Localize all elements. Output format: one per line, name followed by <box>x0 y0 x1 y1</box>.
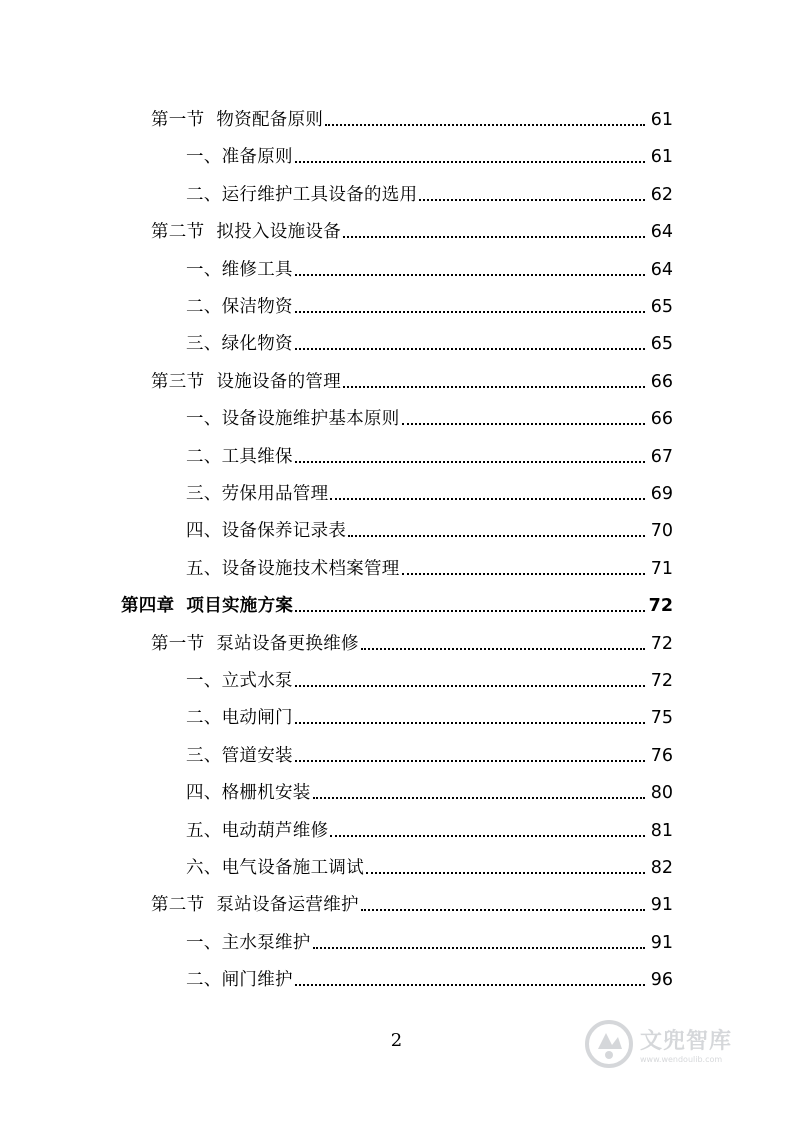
toc-entry-title <box>151 892 359 918</box>
toc-entry-label: 物资配备原则 <box>216 110 324 130</box>
toc-entry-label: 工具维保 <box>221 446 293 467</box>
toc-entry-title <box>186 818 328 844</box>
toc-entry-item[interactable] <box>0 556 793 582</box>
toc-entry-prefix: 第三节 <box>151 371 205 392</box>
toc-entry-label: 主水泵维护 <box>221 932 311 953</box>
toc-entry-page: 61 <box>650 110 673 130</box>
toc-entry-item[interactable] <box>0 144 793 170</box>
toc-entry-prefix: 一、 <box>186 409 222 430</box>
toc-dot-leader <box>402 573 645 575</box>
toc-entry-label: 闸门维护 <box>221 970 293 991</box>
toc-dot-leader <box>313 947 645 949</box>
toc-entry-title <box>186 967 293 993</box>
toc-entry-prefix: 四、 <box>186 521 222 542</box>
toc-dot-leader <box>295 274 645 276</box>
toc-entry-item[interactable] <box>0 705 793 731</box>
toc-entry-page: 80 <box>650 783 673 804</box>
toc-entry-label: 泵站设备运营维护 <box>216 895 359 916</box>
toc-entry-chapter[interactable] <box>0 593 793 619</box>
toc-dot-leader <box>295 348 645 350</box>
watermark-name: 文兜智库 <box>640 1029 733 1054</box>
toc-entry-label: 立式水泵 <box>221 671 293 691</box>
toc-entry-section[interactable] <box>0 369 793 395</box>
toc-entry-prefix: 二、 <box>186 297 222 317</box>
toc-dot-leader <box>366 872 645 874</box>
toc-entry-label: 运行维护工具设备的选用 <box>221 184 418 205</box>
toc-entry-prefix: 一、 <box>186 259 222 280</box>
toc-entry-label: 绿化物资 <box>221 334 293 355</box>
toc-entry-prefix: 第一节 <box>151 110 205 130</box>
toc-entry-item[interactable] <box>0 967 793 993</box>
toc-entry-title <box>186 406 400 432</box>
toc-entry-label: 项目实施方案 <box>186 596 294 617</box>
toc-dot-leader <box>361 648 645 650</box>
toc-entry-page: 61 <box>650 147 673 168</box>
toc-entry-prefix: 二、 <box>186 184 222 205</box>
toc-entry-prefix: 第一节 <box>151 633 205 654</box>
toc-entry-prefix: 三、 <box>186 484 222 504</box>
toc-entry-prefix: 五、 <box>186 820 222 841</box>
toc-entry-title <box>186 705 293 731</box>
toc-entry-page: 64 <box>650 222 673 243</box>
toc-entry-page: 82 <box>650 858 673 878</box>
toc-entry-prefix: 一、 <box>186 147 222 168</box>
toc-dot-leader <box>295 760 645 762</box>
toc-entry-page: 91 <box>650 895 673 916</box>
toc-entry-page: 69 <box>650 484 673 504</box>
toc-entry-item[interactable] <box>0 444 793 470</box>
toc-dot-leader <box>402 423 645 425</box>
toc-dot-leader <box>330 835 645 837</box>
toc-entry-page: 70 <box>650 521 673 542</box>
toc-entry-title <box>121 593 293 619</box>
toc-entry-prefix: 四、 <box>186 783 222 804</box>
toc-entry-prefix: 第四章 <box>121 596 175 617</box>
toc-entry-item[interactable] <box>0 930 793 956</box>
toc-dot-leader <box>295 685 645 687</box>
toc-entry-prefix: 第二节 <box>151 222 205 243</box>
toc-entry-label: 设备设施维护基本原则 <box>221 409 400 430</box>
toc-entry-label: 拟投入设施设备 <box>216 222 342 243</box>
toc-entry-item[interactable] <box>0 331 793 357</box>
toc-entry-title <box>186 930 311 956</box>
toc-entry-page: 72 <box>650 671 673 691</box>
toc-entry-page: 91 <box>650 932 673 953</box>
toc-entry-title <box>186 294 293 320</box>
toc-entry-label: 管道安装 <box>221 745 293 766</box>
toc-entry-page: 64 <box>650 259 673 280</box>
toc-entry-title <box>186 144 293 170</box>
toc-entry-page: 75 <box>650 708 673 729</box>
toc-entry-title <box>186 855 364 881</box>
toc-entry-item[interactable] <box>0 743 793 769</box>
toc-entry-title <box>186 444 293 470</box>
toc-entry-prefix: 二、 <box>186 970 222 991</box>
toc-entry-title <box>186 556 400 582</box>
toc-entry-page: 72 <box>650 633 673 654</box>
toc-entry-label: 电气设备施工调试 <box>221 858 365 878</box>
toc-entry-item[interactable] <box>0 182 793 208</box>
toc-entry-page: 81 <box>650 820 673 841</box>
wendou-logo-icon <box>584 1019 634 1069</box>
toc-entry-page: 65 <box>650 297 673 317</box>
toc-entry-item[interactable] <box>0 406 793 432</box>
toc-entry-page: 66 <box>650 371 673 392</box>
toc-entry-title <box>151 369 341 395</box>
toc-entry-item[interactable] <box>0 780 793 806</box>
toc-entry-title <box>186 481 328 507</box>
toc-entry-prefix: 五、 <box>186 558 222 579</box>
toc-entry-title <box>186 668 293 694</box>
toc-entry-page: 65 <box>650 334 673 355</box>
page-number: 2 <box>390 1030 403 1051</box>
toc-dot-leader <box>295 984 645 986</box>
toc-entry-label: 劳保用品管理 <box>221 484 329 504</box>
watermark <box>584 1015 774 1073</box>
watermark-text <box>640 1024 732 1064</box>
toc-entry-section[interactable] <box>0 631 793 657</box>
toc-entry-section[interactable] <box>0 219 793 245</box>
toc-entry-item[interactable] <box>0 518 793 544</box>
toc-entry-label: 电动闸门 <box>221 708 293 729</box>
toc-entry-label: 泵站设备更换维修 <box>216 633 359 654</box>
toc-entry-label: 设备设施技术档案管理 <box>221 558 400 579</box>
toc-entry-prefix: 第二节 <box>151 895 205 916</box>
toc-dot-leader <box>313 797 645 799</box>
toc-entry-title <box>186 780 311 806</box>
toc-dot-leader <box>343 386 645 388</box>
toc-dot-leader <box>419 199 645 201</box>
toc-entry-label: 准备原则 <box>221 147 293 168</box>
toc-dot-leader <box>348 535 645 537</box>
toc-dot-leader <box>295 461 645 463</box>
toc-entry-prefix: 六、 <box>186 858 222 878</box>
toc-entry-item[interactable] <box>0 668 793 694</box>
toc-entry-prefix: 二、 <box>186 446 222 467</box>
toc-dot-leader <box>295 722 645 724</box>
toc-dot-leader <box>343 236 645 238</box>
toc-dot-leader <box>295 311 645 313</box>
toc-entry-prefix: 二、 <box>186 708 222 729</box>
toc-entry-prefix: 三、 <box>186 745 222 766</box>
toc-entry-page: 96 <box>650 970 673 991</box>
toc-entry-label: 设备保养记录表 <box>221 521 347 542</box>
toc-dot-leader <box>325 124 645 126</box>
toc-entry-title <box>151 631 359 657</box>
toc-entry-title <box>186 518 346 544</box>
toc-entry-page: 66 <box>650 409 673 430</box>
toc-entry-page: 62 <box>650 184 673 205</box>
toc-entry-label: 维修工具 <box>221 259 293 280</box>
toc-dot-leader <box>295 610 645 612</box>
toc-entry-page: 71 <box>650 558 673 579</box>
toc-entry-label: 电动葫芦维修 <box>221 820 329 841</box>
toc-entry-label: 保洁物资 <box>221 297 293 317</box>
toc-entry-section[interactable] <box>0 892 793 918</box>
toc-entry-item[interactable] <box>0 818 793 844</box>
toc-entry-item[interactable] <box>0 294 793 320</box>
toc-entry-section[interactable] <box>0 107 793 133</box>
toc-entry-title <box>151 219 341 245</box>
toc-entry-page: 76 <box>650 745 673 766</box>
toc-entry-prefix: 一、 <box>186 671 222 691</box>
toc-entry-item[interactable] <box>0 257 793 283</box>
toc-entry-item[interactable] <box>0 481 793 507</box>
toc-dot-leader <box>361 909 645 911</box>
toc-entry-label: 格栅机安装 <box>221 783 311 804</box>
toc-entry-page: 72 <box>648 596 673 617</box>
toc-entry-title <box>186 257 293 283</box>
toc-entry-label: 设施设备的管理 <box>216 371 342 392</box>
toc-entry-title <box>151 107 323 133</box>
watermark-url: www.wendoulib.com <box>640 1055 723 1064</box>
toc-dot-leader <box>330 498 645 500</box>
toc-entry-prefix: 一、 <box>186 932 222 953</box>
toc-entry-title <box>186 182 417 208</box>
toc-dot-leader <box>295 161 645 163</box>
toc-entry-title <box>186 743 293 769</box>
toc-entry-page: 67 <box>650 446 673 467</box>
toc-entry-prefix: 三、 <box>186 334 222 355</box>
toc-entry-title <box>186 331 293 357</box>
toc-entry-item[interactable] <box>0 855 793 881</box>
